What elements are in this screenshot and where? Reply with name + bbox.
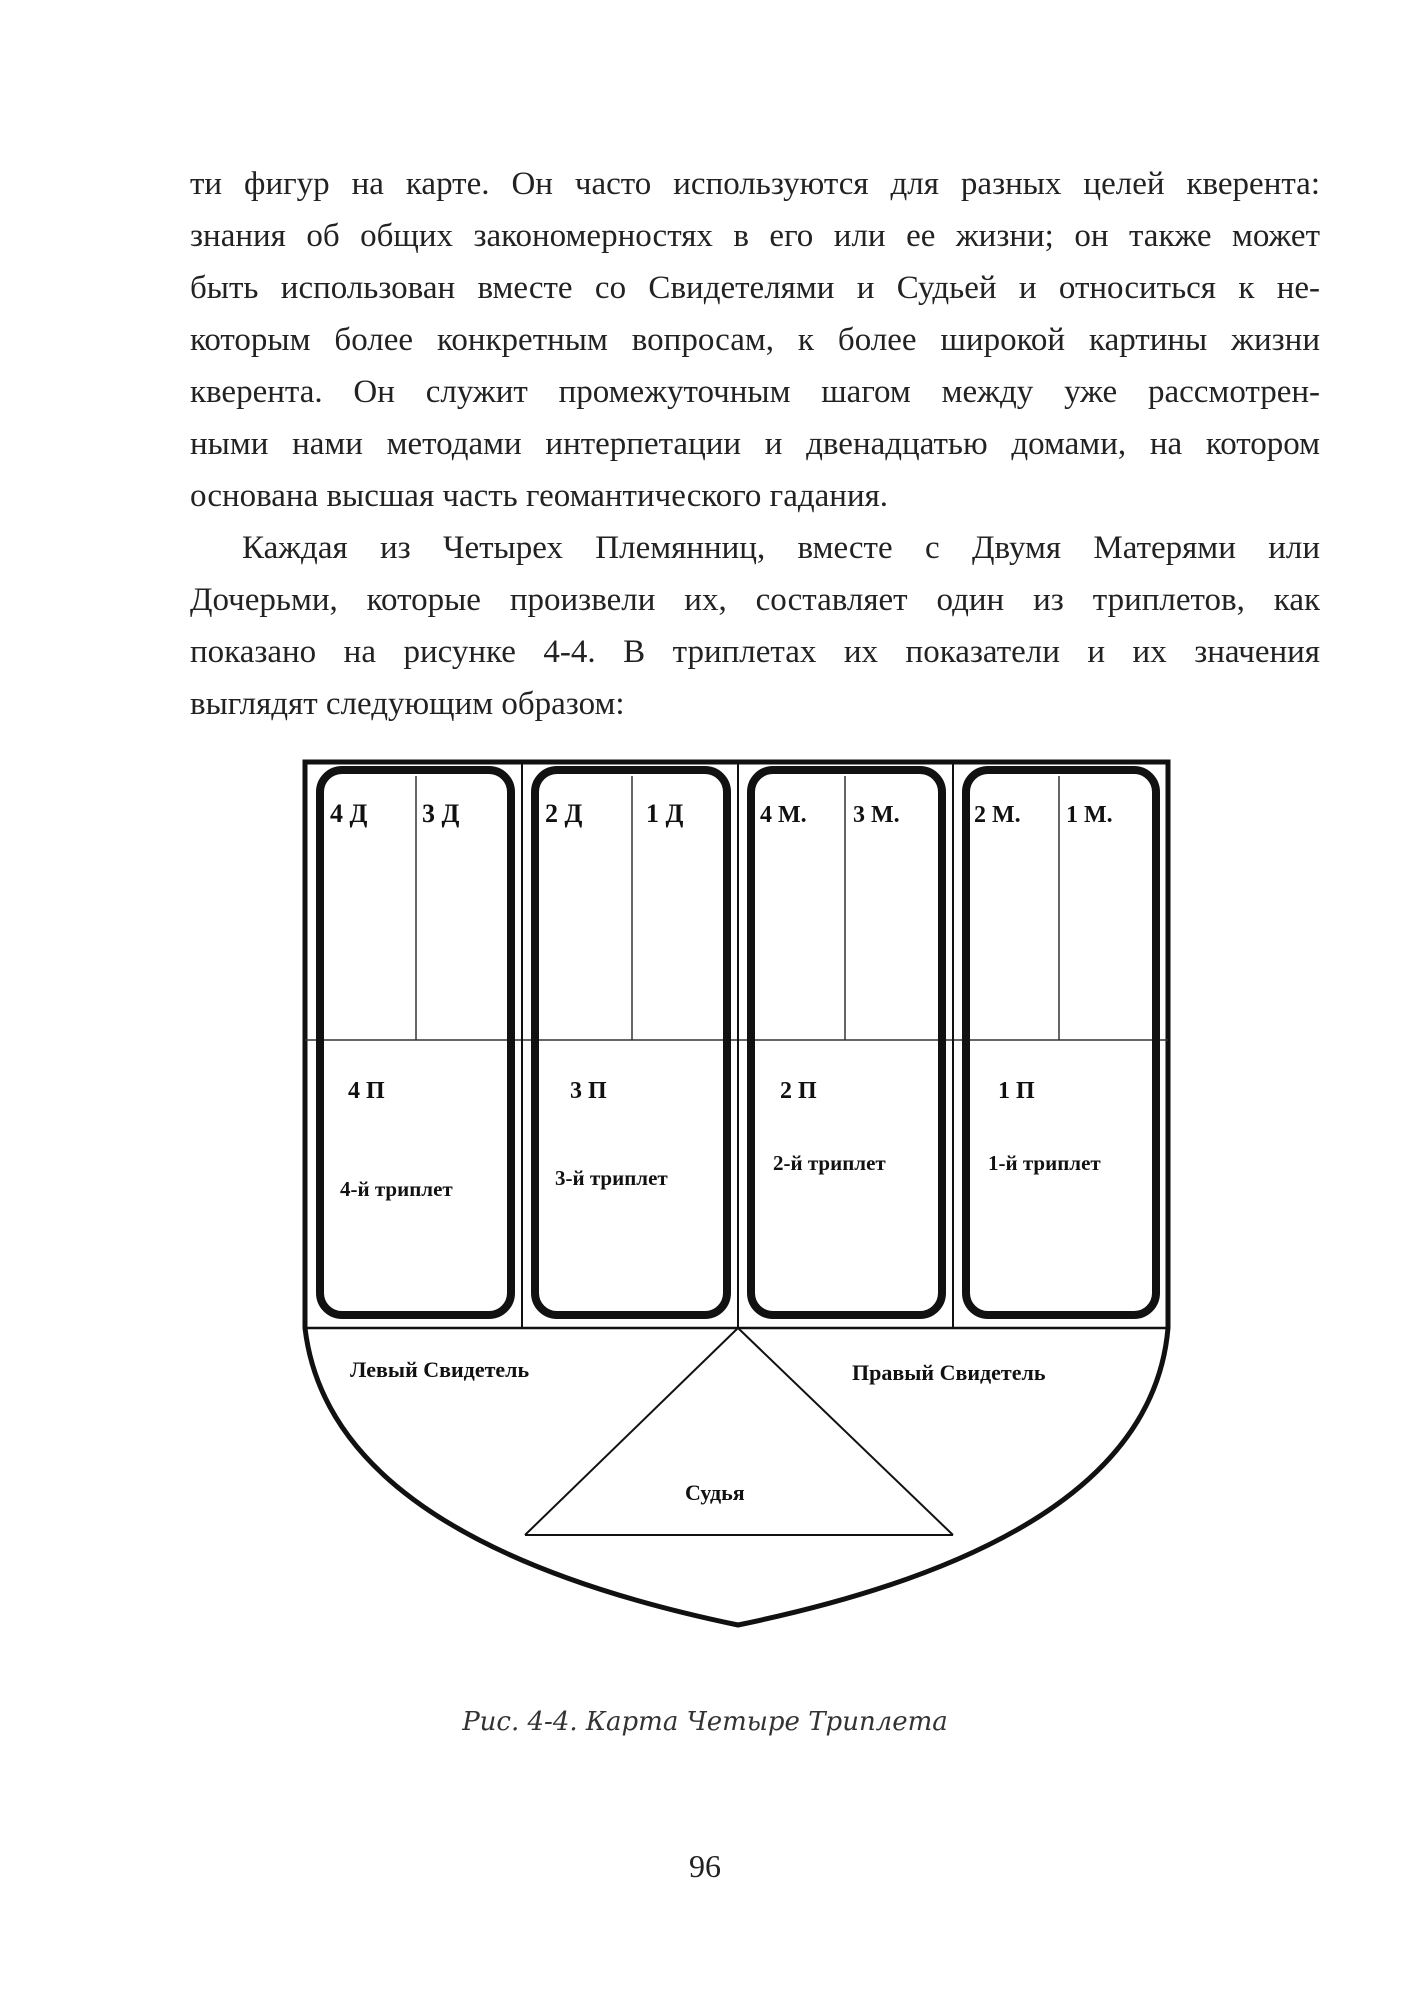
text-line: Каждая из Четырех Племянниц, вместе с Двумя Матерями или [242, 530, 1320, 566]
right-witness-label: Правый Свидетель [852, 1360, 1046, 1385]
text-line: быть использован вместе со Свидетелями и Судьей и относиться к не- [190, 270, 1320, 306]
cell-label: 1 Д [646, 799, 684, 828]
text-line: ти фигур на карте. Он часто используются для разных целей кверента: [190, 166, 1320, 202]
figure-caption: Рис. 4-4. Карта Четыре Триплета [462, 1707, 948, 1737]
text-line: Дочерьми, которые произвели их, составляет один из триплетов, как [190, 582, 1320, 618]
text-line: основана высшая часть геомантического гадания. [190, 478, 889, 514]
triplet-name: 1-й триплет [988, 1151, 1101, 1175]
triplet-name: 3-й триплет [555, 1166, 668, 1190]
triplet-name: 2-й триплет [773, 1151, 886, 1175]
cell-label: 4 М. [760, 802, 807, 828]
judge-label: Судья [685, 1480, 745, 1505]
text-line: кверента. Он служит промежуточным шагом между уже рассмотрен- [190, 374, 1320, 410]
cell-label: 1 М. [1066, 802, 1113, 828]
cell-label: 3 М. [853, 802, 900, 828]
text-line: знания об общих закономерностях в его или ее жизни; он также может [190, 218, 1320, 254]
niece-label: 2 П [780, 1078, 817, 1104]
niece-label: 4 П [348, 1078, 385, 1104]
text-line: которым более конкретным вопросам, к более широкой картины жизни [190, 322, 1320, 358]
cell-label: 2 Д [545, 799, 583, 828]
cell-label: 2 М. [974, 802, 1021, 828]
triplet-frame-3 [535, 770, 727, 1315]
cell-label: 4 Д [330, 799, 368, 828]
cell-label: 3 Д [422, 799, 460, 828]
triplet-name: 4-й триплет [340, 1177, 453, 1201]
triplet-frame-1 [966, 770, 1156, 1315]
text-line: выглядят следующим образом: [190, 686, 625, 722]
niece-label: 1 П [998, 1078, 1035, 1104]
triplet-frame-2 [751, 770, 942, 1315]
niece-label: 3 П [570, 1078, 607, 1104]
text-line: показано на рисунке 4-4. В триплетах их показатели и их значения [190, 634, 1320, 670]
left-witness-label: Левый Свидетель [350, 1357, 530, 1382]
page-number: 96 [689, 1848, 721, 1884]
text-line: ными нами методами интерпетации и двенадцатью домами, на котором [190, 426, 1320, 462]
